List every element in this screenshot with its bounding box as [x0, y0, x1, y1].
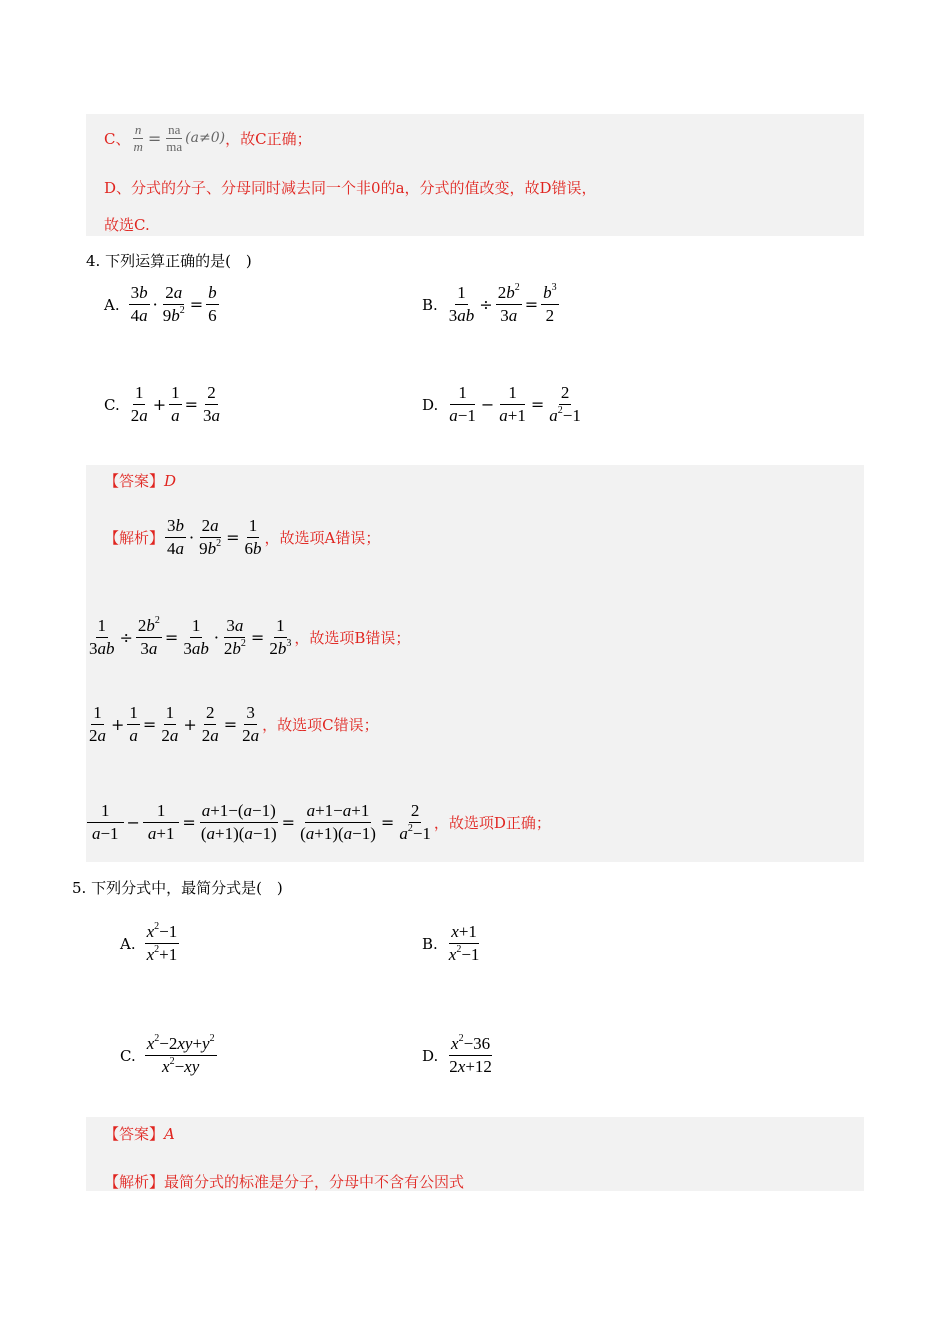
choose-line: 故选C.	[104, 216, 150, 234]
q4-option-d: D. $\frac{1}{a-1}$ − $\frac{1}{a+1}$ = $\frac{2}{a^2-1}$	[422, 383, 581, 425]
analysis-tag: 【解析】	[104, 529, 165, 547]
q5-stem: 5. 下列分式中，最简分式是( )	[72, 879, 283, 897]
grey-fraction-na-ma: $\frac{na}{ma}$	[166, 121, 183, 154]
q4-analysis-line-d: $\frac{1}{a-1}$ − $\frac{1}{a+1}$ = $\frac{a+1-(a-1)}{(a+1)(a-1)}$ = $\frac{a+1-a+1}{(a+1)(a-1)}$ = $\frac{2}{a^2-1}$ ，故选项D正确；	[86, 800, 551, 845]
fraction: $\frac{1}{3ab}$	[448, 283, 475, 325]
q5-option-b	[422, 921, 482, 966]
q4-analysis-line-b: $\frac{1}{3ab}$ ÷ $\frac{2b^2}{3a}$ = $\frac{1}{3ab}$ · $\frac{3a}{2b^2}$ = $\frac{1}{2b^3}$ ，故选项B错误；	[89, 615, 411, 658]
q4-stem: 4. 下列运算正确的是( )	[86, 252, 252, 270]
q5-option-a	[120, 921, 180, 966]
fraction: $\frac{1}{a}$	[171, 383, 180, 425]
analysis-tag: 【解析】	[104, 1173, 165, 1191]
q4-option-c: C. $\frac{1}{2a}$ + $\frac{1}{a}$ = $\frac{2}{3a}$	[104, 383, 221, 425]
option-label: C.	[120, 1046, 136, 1065]
fraction: $\frac{2}{3a}$	[203, 383, 221, 425]
q4-option-a: A. $\frac{3b}{4a}$ · $\frac{2a}{9b^2}$ = $\frac{b}{6}$	[104, 283, 217, 325]
fraction: $\frac{x^2-2xy+y^2}{x^2-xy}$	[146, 1033, 215, 1076]
q5-option-d	[422, 1033, 495, 1078]
fraction: $\frac{b}{6}$	[208, 283, 217, 325]
q4-answer-line	[104, 470, 176, 491]
fraction: $\frac{x+1}{x^2-1}$	[448, 922, 480, 964]
fraction: $\frac{x^2-1}{x^2+1}$	[146, 921, 178, 964]
option-label: A.	[104, 295, 120, 314]
fraction: $\frac{b^3}{2}$	[543, 282, 557, 325]
note-a: ，故选项A错误；	[264, 529, 381, 547]
fraction: $\frac{2}{a^2-1}$	[549, 383, 581, 425]
fraction: $\frac{x^2-36}{2x+12}$	[449, 1033, 492, 1076]
option-label: D.	[422, 395, 439, 414]
fraction: $\frac{2b^2}{3a}$	[497, 282, 520, 325]
fraction: $\frac{1}{a+1}$	[499, 383, 526, 425]
option-c-solution-line	[104, 114, 312, 162]
note-d: ，故选项D正确；	[433, 814, 551, 832]
option-label: B.	[422, 295, 438, 314]
analysis-text: 最简分式的标准是分子，分母中不含有公因式	[164, 1173, 465, 1191]
q4-option-b: B. $\frac{1}{3ab}$ ÷ $\frac{2b^2}{3a}$ = $\frac{b^3}{2}$	[422, 282, 557, 325]
option-label: D.	[422, 1046, 439, 1065]
answer-value: D	[164, 472, 177, 490]
fraction: $\frac{2a}{9b^2}$	[162, 283, 185, 325]
q4-analysis-line-c: $\frac{1}{2a}$ + $\frac{1}{a}$ = $\frac{1}{2a}$ + $\frac{2}{2a}$ = $\frac{3}{2a}$ ，故选项C错误；	[89, 703, 379, 745]
c-conclusion: ，故C正确；	[225, 129, 312, 148]
c-label: C、	[104, 129, 131, 148]
option-d-solution-line: D、分式的分子、分母同时减去同一个非0的a，分式的值改变，故D错误，	[104, 179, 597, 197]
answer-tag: 【答案】	[104, 472, 165, 490]
fraction: $\frac{3b}{4a}$	[130, 283, 148, 325]
note-c: ，故选项C错误；	[262, 716, 379, 734]
condition: (a≠0)	[185, 130, 226, 146]
answer-tag: 【答案】	[104, 1125, 165, 1143]
answer-value: A	[164, 1125, 175, 1143]
q5-analysis-line	[104, 1171, 464, 1192]
q5-answer-line	[104, 1123, 175, 1144]
option-label: B.	[422, 934, 438, 953]
equals-sign: =	[147, 128, 162, 148]
option-label: C.	[104, 395, 120, 414]
option-label: A.	[120, 934, 136, 953]
fraction: $\frac{1}{a-1}$	[449, 383, 476, 425]
note-b: ，故选项B错误；	[294, 629, 411, 647]
fraction: $\frac{1}{2a}$	[130, 383, 148, 425]
q5-option-c	[120, 1033, 218, 1078]
grey-fraction-n-m: $\frac{n}{m}$	[133, 121, 143, 154]
q4-analysis-line-a: 【解析】 $\frac{3b}{4a}$ · $\frac{2a}{9b^2}$ = $\frac{1}{6b}$ ，故选项A错误；	[104, 516, 381, 558]
